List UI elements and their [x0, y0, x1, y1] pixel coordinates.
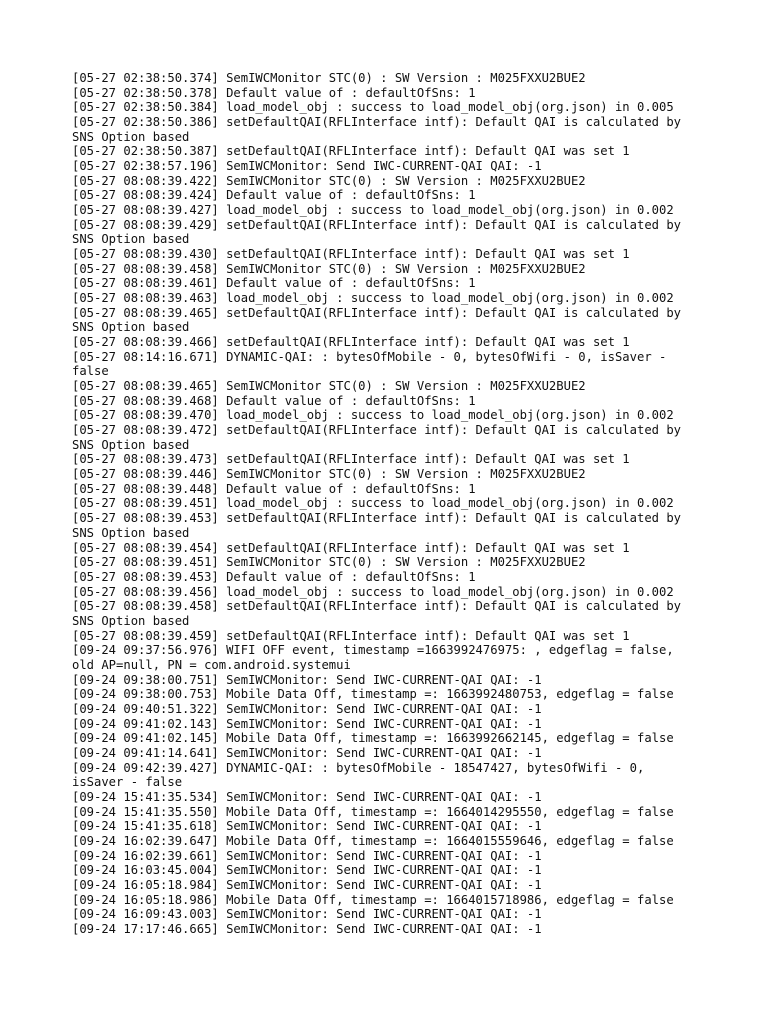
log-line: [09-24 09:38:00.753] Mobile Data Off, timestamp =: 1663992480753, edgeflag = false [72, 687, 674, 702]
log-line: [05-27 08:08:39.456] load_model_obj : success to load_model_obj(org.json) in 0.002 [72, 584, 674, 599]
log-line: [09-24 16:02:39.661] SemIWCMonitor: Send IWC-CURRENT-QAI QAI: -1 [72, 848, 542, 863]
log-line: [05-27 08:08:39.424] Default value of : defaultOfSns: 1 [72, 188, 476, 203]
log-line: [05-27 08:08:39.459] setDefaultQAI(RFLInterface intf): Default QAI was set 1 [72, 628, 630, 643]
log-line: [05-27 08:14:16.671] DYNAMIC-QAI: : bytesOfMobile - 0, bytesOfWifi - 0, isSaver - [72, 349, 667, 364]
log-line: [05-27 08:08:39.472] setDefaultQAI(RFLInterface intf): Default QAI is calculated by [72, 423, 682, 438]
log-line: [09-24 09:42:39.427] DYNAMIC-QAI: : bytesOfMobile - 18547427, bytesOfWifi - 0, [72, 760, 645, 775]
log-line: [05-27 08:08:39.453] setDefaultQAI(RFLInterface intf): Default QAI is calculated by [72, 511, 682, 526]
log-line: [05-27 08:08:39.458] setDefaultQAI(RFLInterface intf): Default QAI is calculated by [72, 599, 682, 614]
log-line: [05-27 08:08:39.463] load_model_obj : success to load_model_obj(org.json) in 0.002 [72, 291, 674, 306]
log-line: [09-24 16:09:43.003] SemIWCMonitor: Send IWC-CURRENT-QAI QAI: -1 [72, 907, 542, 922]
log-line: [09-24 16:05:18.984] SemIWCMonitor: Send IWC-CURRENT-QAI QAI: -1 [72, 877, 542, 892]
log-line: SNS Option based [72, 129, 190, 144]
log-line: SNS Option based [72, 437, 190, 452]
log-line: isSaver - false [72, 775, 183, 790]
log-line: [05-27 08:08:39.429] setDefaultQAI(RFLInterface intf): Default QAI is calculated by [72, 217, 682, 232]
log-line: [09-24 16:02:39.647] Mobile Data Off, timestamp =: 1664015559646, edgeflag = false [72, 833, 674, 848]
log-line: [05-27 02:38:50.386] setDefaultQAI(RFLInterface intf): Default QAI is calculated by [72, 115, 682, 130]
log-line: [05-27 08:08:39.465] SemIWCMonitor STC(0) : SW Version : M025FXXU2BUE2 [72, 379, 586, 394]
log-line: [05-27 08:08:39.427] load_model_obj : success to load_model_obj(org.json) in 0.002 [72, 203, 674, 218]
log-line: [09-24 09:38:00.751] SemIWCMonitor: Send IWC-CURRENT-QAI QAI: -1 [72, 672, 542, 687]
log-line: [09-24 15:41:35.550] Mobile Data Off, timestamp =: 1664014295550, edgeflag = false [72, 804, 674, 819]
log-line: [09-24 09:41:02.145] Mobile Data Off, timestamp =: 1663992662145, edgeflag = false [72, 731, 674, 746]
log-line: false [72, 364, 109, 379]
log-line: [05-27 08:08:39.446] SemIWCMonitor STC(0) : SW Version : M025FXXU2BUE2 [72, 467, 586, 482]
log-line: [09-24 16:03:45.004] SemIWCMonitor: Send IWC-CURRENT-QAI QAI: -1 [72, 863, 542, 878]
log-line: [09-24 09:37:56.976] WIFI OFF event, timestamp =1663992476975: , edgeflag = false, [72, 643, 674, 658]
log-line: [09-24 17:17:46.665] SemIWCMonitor: Send IWC-CURRENT-QAI QAI: -1 [72, 921, 542, 936]
log-line: [09-24 09:41:14.641] SemIWCMonitor: Send IWC-CURRENT-QAI QAI: -1 [72, 745, 542, 760]
log-line: [05-27 08:08:39.461] Default value of : defaultOfSns: 1 [72, 276, 476, 291]
log-line: [05-27 02:38:50.374] SemIWCMonitor STC(0) : SW Version : M025FXXU2BUE2 [72, 71, 586, 85]
log-line: [09-24 15:41:35.534] SemIWCMonitor: Send IWC-CURRENT-QAI QAI: -1 [72, 789, 542, 804]
log-line: [05-27 02:38:57.196] SemIWCMonitor: Send IWC-CURRENT-QAI QAI: -1 [72, 159, 542, 174]
log-line: [05-27 08:08:39.453] Default value of : defaultOfSns: 1 [72, 569, 476, 584]
log-line: [05-27 02:38:50.378] Default value of : defaultOfSns: 1 [72, 85, 476, 100]
log-line: [05-27 02:38:50.384] load_model_obj : success to load_model_obj(org.json) in 0.005 [72, 100, 674, 115]
log-line: [09-24 16:05:18.986] Mobile Data Off, timestamp =: 1664015718986, edgeflag = false [72, 892, 674, 907]
log-line: SNS Option based [72, 320, 190, 335]
log-line: [05-27 02:38:50.387] setDefaultQAI(RFLInterface intf): Default QAI was set 1 [72, 144, 630, 159]
log-line: [09-24 15:41:35.618] SemIWCMonitor: Send IWC-CURRENT-QAI QAI: -1 [72, 819, 542, 834]
log-line: SNS Option based [72, 613, 190, 628]
log-line: SNS Option based [72, 525, 190, 540]
log-line: SNS Option based [72, 232, 190, 247]
log-line: old AP=null, PN = com.android.systemui [72, 657, 351, 672]
log-line: [05-27 08:08:39.465] setDefaultQAI(RFLInterface intf): Default QAI is calculated by [72, 305, 682, 320]
log-line: [05-27 08:08:39.451] load_model_obj : success to load_model_obj(org.json) in 0.002 [72, 496, 674, 511]
log-line: [05-27 08:08:39.422] SemIWCMonitor STC(0) : SW Version : M025FXXU2BUE2 [72, 173, 586, 188]
log-line: [05-27 08:08:39.473] setDefaultQAI(RFLInterface intf): Default QAI was set 1 [72, 452, 630, 467]
log-line: [05-27 08:08:39.448] Default value of : defaultOfSns: 1 [72, 481, 476, 496]
log-line: [05-27 08:08:39.454] setDefaultQAI(RFLInterface intf): Default QAI was set 1 [72, 540, 630, 555]
log-line: [05-27 08:08:39.430] setDefaultQAI(RFLInterface intf): Default QAI was set 1 [72, 247, 630, 262]
log-line: [05-27 08:08:39.466] setDefaultQAI(RFLInterface intf): Default QAI was set 1 [72, 335, 630, 350]
log-line: [09-24 09:40:51.322] SemIWCMonitor: Send IWC-CURRENT-QAI QAI: -1 [72, 701, 542, 716]
log-line: [09-24 09:41:02.143] SemIWCMonitor: Send IWC-CURRENT-QAI QAI: -1 [72, 716, 542, 731]
log-document [72, 71, 712, 937]
log-line: [05-27 08:08:39.470] load_model_obj : success to load_model_obj(org.json) in 0.002 [72, 408, 674, 423]
log-line: [05-27 08:08:39.451] SemIWCMonitor STC(0) : SW Version : M025FXXU2BUE2 [72, 555, 586, 570]
log-line: [05-27 08:08:39.458] SemIWCMonitor STC(0) : SW Version : M025FXXU2BUE2 [72, 261, 586, 276]
log-line: [05-27 08:08:39.468] Default value of : defaultOfSns: 1 [72, 393, 476, 408]
